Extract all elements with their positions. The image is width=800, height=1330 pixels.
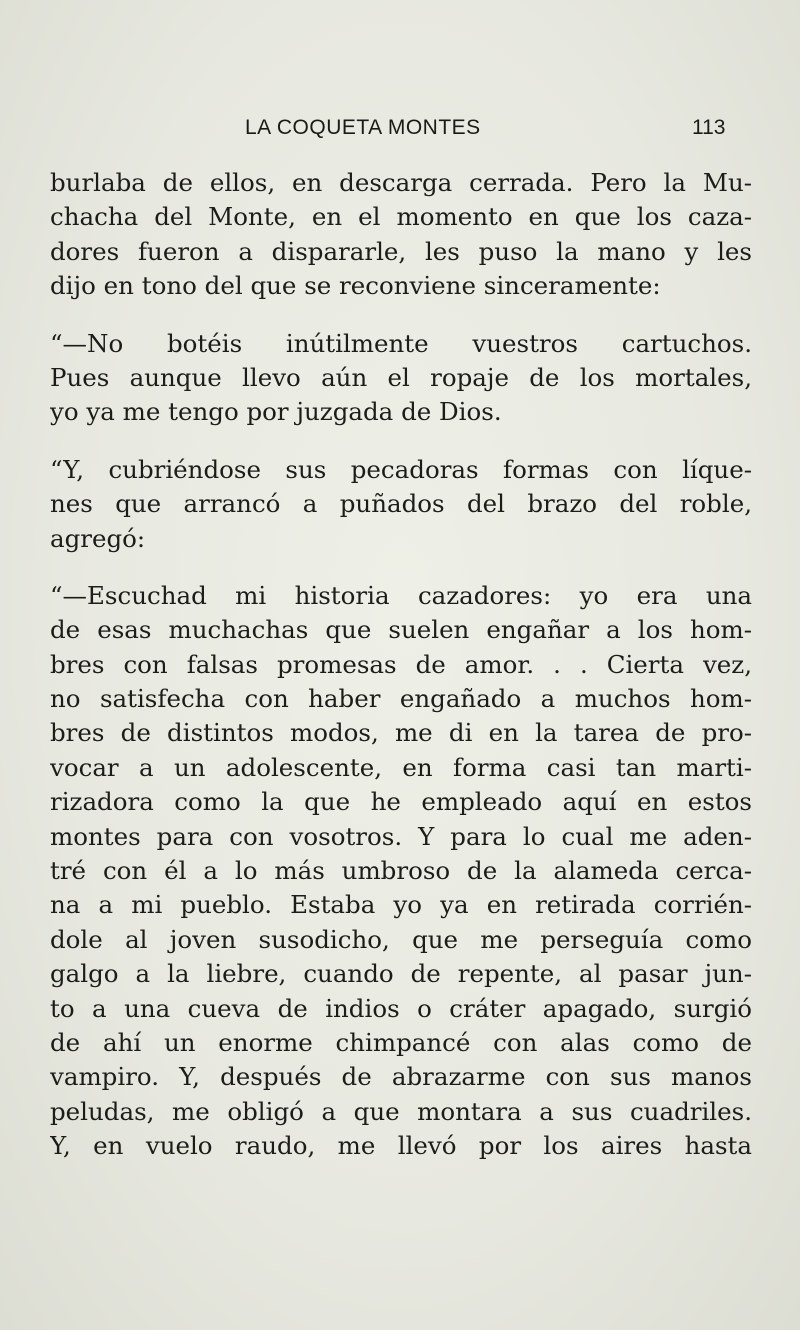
text-line: bres con falsas promesas de amor. . . Cierta vez, [50,649,752,679]
paragraph [50,166,752,304]
text-line: na a mi pueblo. Estaba yo ya en retirada corrién- [50,890,752,920]
text-line: rizadora como la que he empleado aquí en estos [50,787,752,817]
book-title: LA COQUETA MONTES [245,116,481,139]
text-line: dijo en tono del que se reconviene sinceramente: [50,271,661,301]
text-line: galgo a la liebre, cuando de repente, al pasar jun- [50,959,752,989]
text-line: to a una cueva de indios o cráter apagado, surgió [50,993,752,1023]
text-line: Pues aunque llevo aún el ropaje de los mortales, [50,362,752,392]
text-line: tré con él a lo más umbroso de la alameda cerca- [50,856,752,886]
text-line: Y, en vuelo raudo, me llevó por los aires hasta [50,1131,752,1161]
text-line: “—Escuchad mi historia cazadores: yo era una [50,580,752,610]
text-line: no satisfecha con haber engañado a muchos hom- [50,684,752,714]
text-line: vocar a un adolescente, en forma casi tan marti- [50,752,752,782]
text-line: de esas muchachas que suelen engañar a los hom- [50,615,752,645]
text-line: de ahí un enorme chimpancé con alas como de [50,1027,752,1057]
text-line: chacha del Monte, en el momento en que los caza- [50,202,752,232]
paragraph [50,579,752,1164]
text-line: peludas, me obligó a que montara a sus cuadriles. [50,1096,752,1126]
text-line: burlaba de ellos, en descarga cerrada. Pero la Mu- [50,168,752,197]
body-text [50,166,752,1187]
paragraph [50,453,752,556]
paragraph [50,327,752,430]
text-line: agregó: [50,523,146,553]
text-line: “—No botéis inútilmente vuestros cartuchos. [50,328,752,358]
text-line: yo ya me tengo por juzgada de Dios. [50,397,502,427]
text-line: “Y, cubriéndose sus pecadoras formas con líque- [50,454,752,484]
text-line: nes que arrancó a puñados del brazo del roble, [50,489,752,519]
running-head [0,116,800,146]
text-line: dores fueron a dispararle, les puso la mano y les [50,236,752,266]
text-line: vampiro. Y, después de abrazarme con sus manos [50,1062,752,1092]
text-line: bres de distintos modos, me di en la tarea de pro- [50,718,752,748]
text-line: dole al joven susodicho, que me perseguía como [50,924,752,954]
page-number: 113 [692,116,726,139]
text-line: montes para con vosotros. Y para lo cual me aden- [50,821,752,851]
